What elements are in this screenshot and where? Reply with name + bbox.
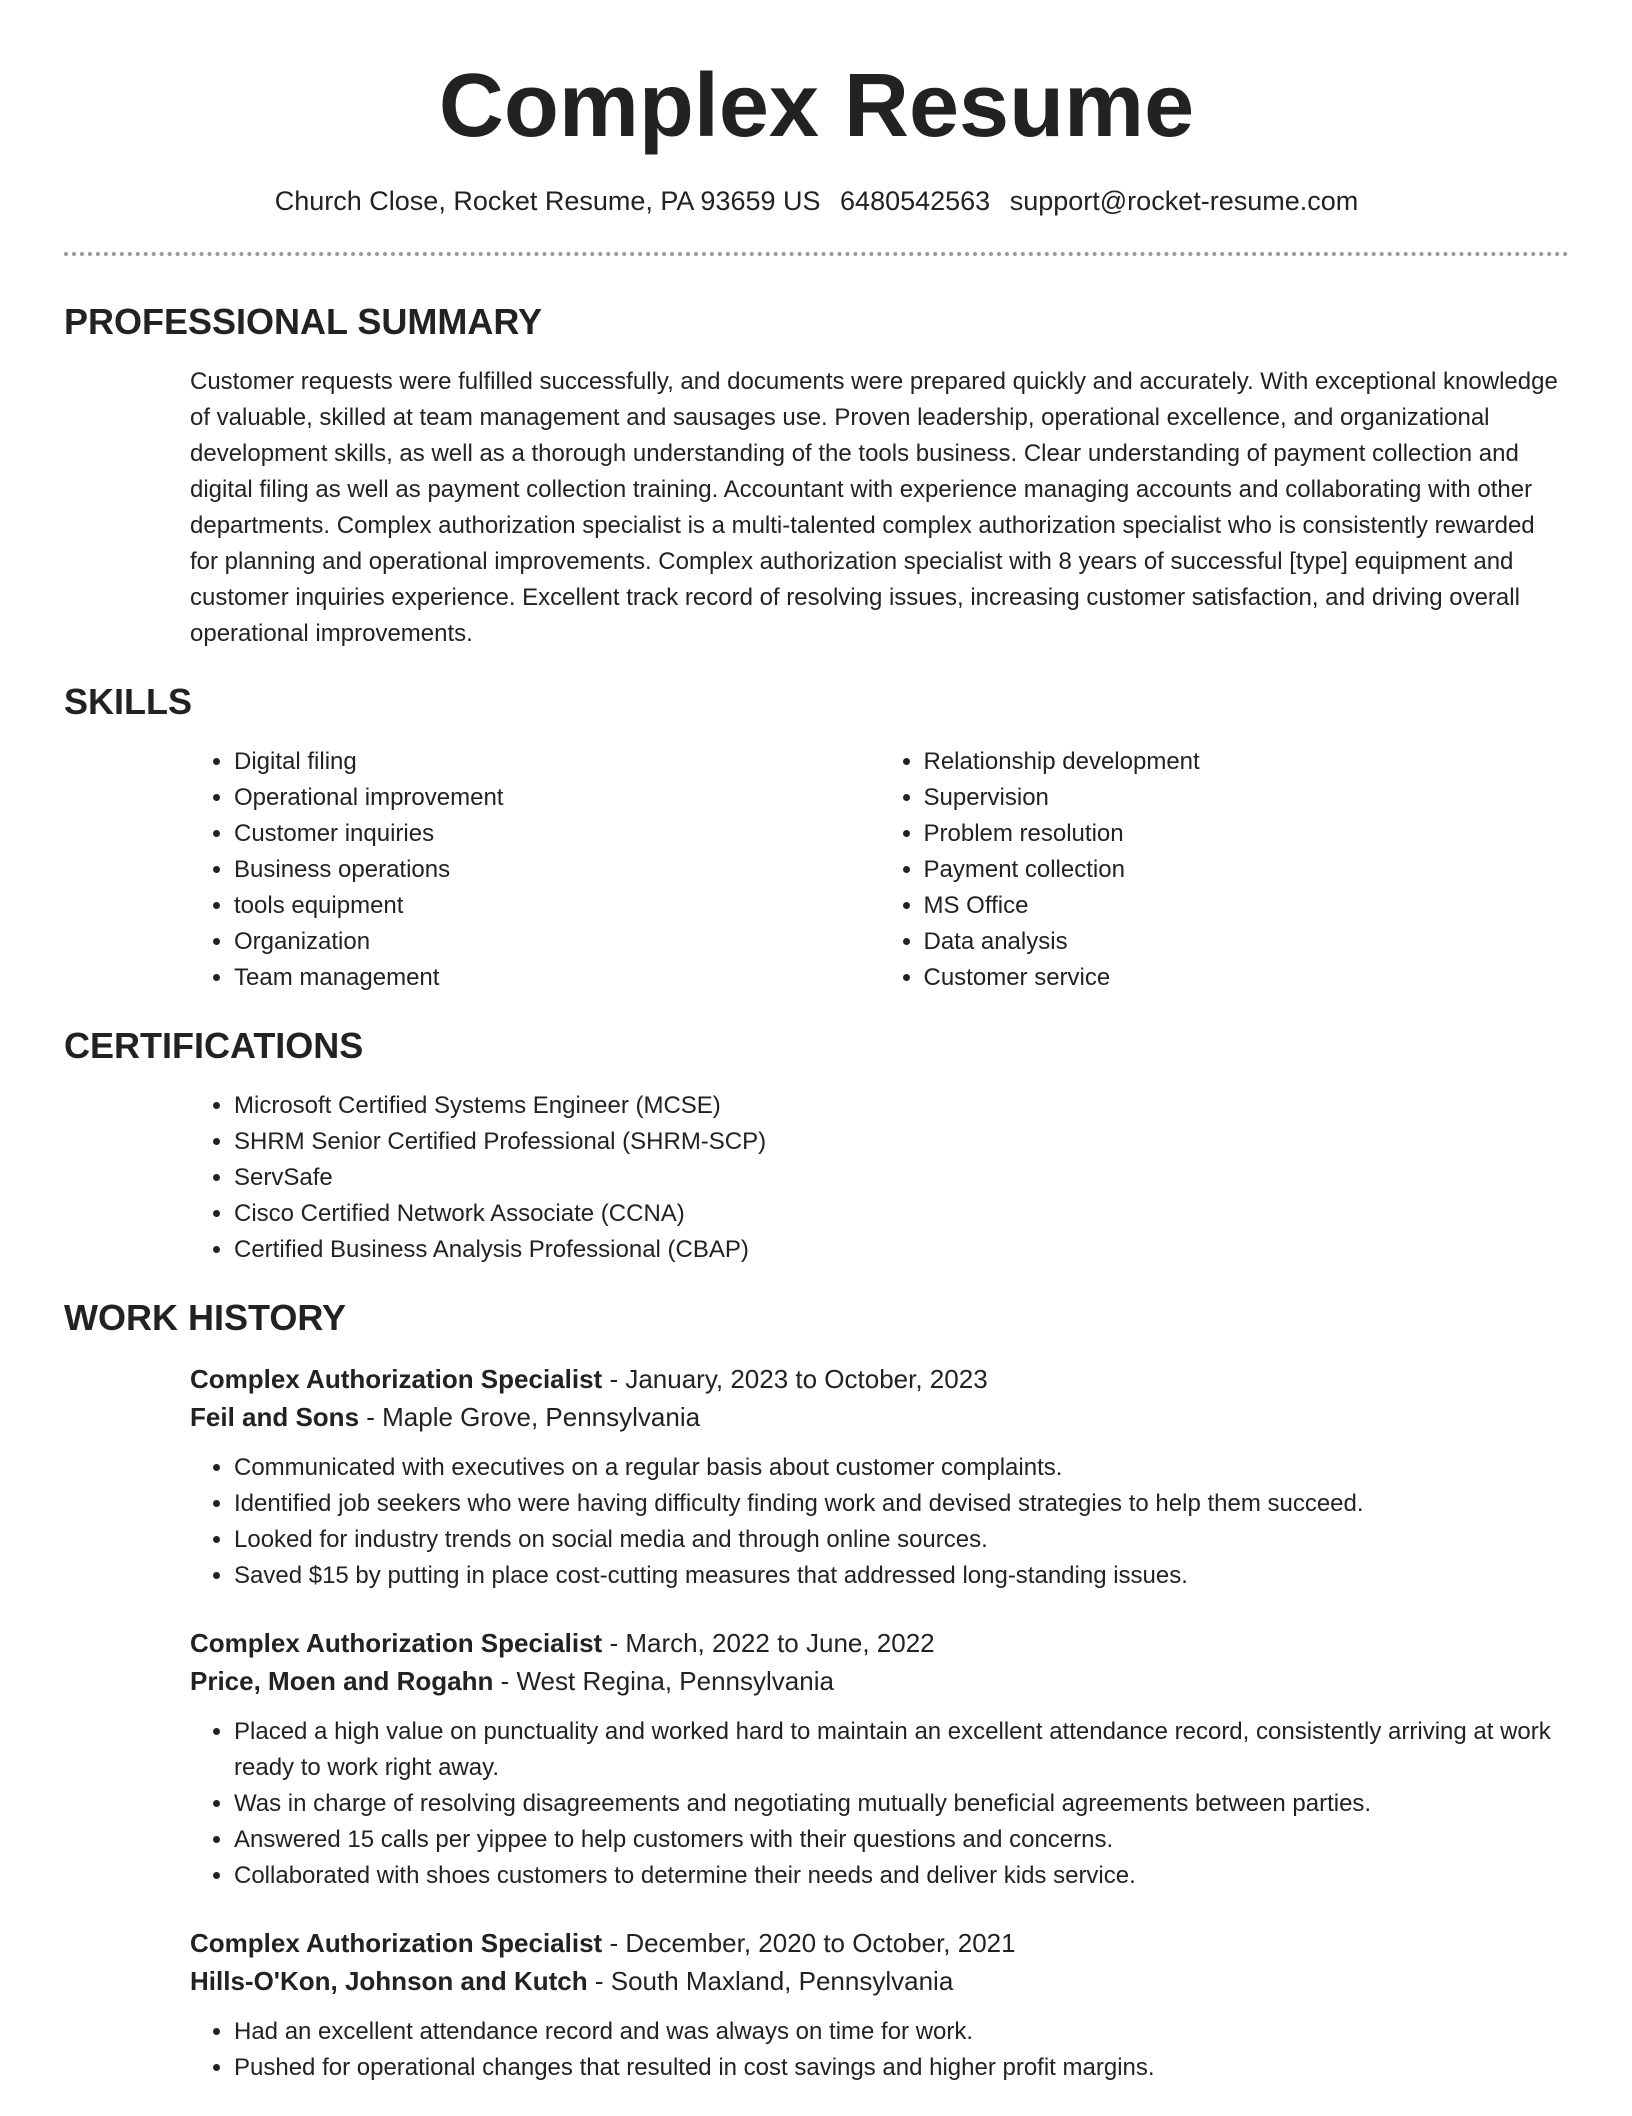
job-company: Price, Moen and Rogahn	[190, 1666, 494, 1696]
skills-columns	[190, 744, 1569, 996]
certifications-heading: CERTIFICATIONS	[64, 1025, 364, 1066]
list-item: • Collaborated with shoes customers to determine their needs and deliver kids service.	[234, 1858, 1569, 1894]
contact-line	[64, 184, 1569, 218]
skills-section	[64, 680, 1569, 996]
list-item: • Communicated with executives on a regular basis about customer complaints.	[234, 1450, 1569, 1486]
contact-email: support@rocket-resume.com	[1009, 186, 1359, 216]
job-company-line	[190, 1662, 1569, 1700]
list-item: • Placed a high value on punctuality and worked hard to maintain an excellent attendance record, consistently arriving at work ready to work right away.	[234, 1714, 1569, 1786]
list-item: • Customer inquiries	[234, 816, 880, 852]
skills-heading: SKILLS	[64, 681, 193, 722]
skills-right-list	[880, 744, 1570, 996]
list-item: • Looked for industry trends on social media and through online sources.	[234, 1522, 1569, 1558]
job-dates: - December, 2020 to October, 2021	[602, 1928, 1016, 1958]
job-title-line	[190, 1924, 1569, 1962]
list-item: • Business operations	[234, 852, 880, 888]
job-company-line	[190, 1962, 1569, 2000]
list-item: • Had an excellent attendance record and was always on time for work.	[234, 2014, 1569, 2050]
job-entry	[190, 1624, 1569, 1894]
list-item: • Identified job seekers who were having difficulty finding work and devised strategies to help them succeed.	[234, 1486, 1569, 1522]
job-company-line	[190, 1398, 1569, 1436]
list-item: • Microsoft Certified Systems Engineer (MCSE)	[234, 1088, 1569, 1124]
summary-heading: PROFESSIONAL SUMMARY	[64, 301, 543, 342]
summary-text: Customer requests were fulfilled successfully, and documents were prepared quickly and accurately. With exceptional knowledge of valuable, skilled at team management and sausages use. Proven leadership, operational excellence, and organizational development skills, as well as a thorough understanding of the tools business. Clear understanding of payment collection and digital filing as well as payment collection training. Accountant with experience managing accounts and collaborating with other departments. Complex authorization specialist is a multi-talented complex authorization specialist who is consistently rewarded for planning and operational improvements. Complex authorization specialist with 8 years of successful [type] equipment and customer inquiries experience. Excellent track record of resolving issues, increasing customer satisfaction, and driving overall operational improvements.	[190, 368, 1558, 647]
job-title: Complex Authorization Specialist	[190, 1364, 603, 1394]
list-item: • Data analysis	[924, 924, 1570, 960]
work-history-heading: WORK HISTORY	[64, 1297, 347, 1338]
work-history-section	[64, 1296, 1569, 2086]
list-item: • Payment collection	[924, 852, 1570, 888]
job-title-line	[190, 1624, 1569, 1662]
job-location: - West Regina, Pennsylvania	[493, 1666, 834, 1696]
list-item: • Team management	[234, 960, 880, 996]
resume-name: Complex Resume	[438, 56, 1195, 156]
list-item: • Certified Business Analysis Professional (CBAP)	[234, 1232, 1569, 1268]
list-item: • Organization	[234, 924, 880, 960]
job-dates: - January, 2023 to October, 2023	[602, 1364, 988, 1394]
job-bullets	[190, 1714, 1569, 1894]
list-item: • Answered 15 calls per yippee to help customers with their questions and concerns.	[234, 1822, 1569, 1858]
job-bullets	[190, 2014, 1569, 2086]
list-item: • SHRM Senior Certified Professional (SHRM-SCP)	[234, 1124, 1569, 1160]
job-entry	[190, 1924, 1569, 2086]
job-company: Feil and Sons	[190, 1402, 360, 1432]
list-item: • Digital filing	[234, 744, 880, 780]
list-item: • Problem resolution	[924, 816, 1570, 852]
certifications-section	[64, 1024, 1569, 1268]
list-item: • Relationship development	[924, 744, 1570, 780]
resume-page	[64, 0, 1569, 2116]
job-bullets	[190, 1450, 1569, 1594]
job-location: - Maple Grove, Pennsylvania	[359, 1402, 701, 1432]
skills-left-list	[190, 744, 880, 996]
job-title: Complex Authorization Specialist	[190, 1628, 603, 1658]
list-item: • Saved $15 by putting in place cost-cutting measures that addressed long-standing issues.	[234, 1558, 1569, 1594]
list-item: • Supervision	[924, 780, 1570, 816]
job-entry	[190, 1360, 1569, 1594]
header-divider	[64, 252, 1569, 256]
summary-section	[64, 300, 1569, 652]
job-title-line	[190, 1360, 1569, 1398]
job-company: Hills-O'Kon, Johnson and Kutch	[190, 1966, 588, 1996]
contact-address: Church Close, Rocket Resume, PA 93659 US	[274, 186, 821, 216]
certifications-list-wrap	[190, 1088, 1569, 1268]
list-item: • ServSafe	[234, 1160, 1569, 1196]
list-item: • Was in charge of resolving disagreements and negotiating mutually beneficial agreements between parties.	[234, 1786, 1569, 1822]
job-dates: - March, 2022 to June, 2022	[602, 1628, 935, 1658]
job-title: Complex Authorization Specialist	[190, 1928, 603, 1958]
list-item: • Cisco Certified Network Associate (CCNA)	[234, 1196, 1569, 1232]
list-item: • Customer service	[924, 960, 1570, 996]
job-location: - South Maxland, Pennsylvania	[587, 1966, 954, 1996]
certifications-list	[190, 1088, 1569, 1268]
list-item: • Pushed for operational changes that resulted in cost savings and higher profit margins.	[234, 2050, 1569, 2086]
list-item: • MS Office	[924, 888, 1570, 924]
list-item: • Operational improvement	[234, 780, 880, 816]
list-item: • tools equipment	[234, 888, 880, 924]
contact-phone: 6480542563	[840, 186, 991, 216]
